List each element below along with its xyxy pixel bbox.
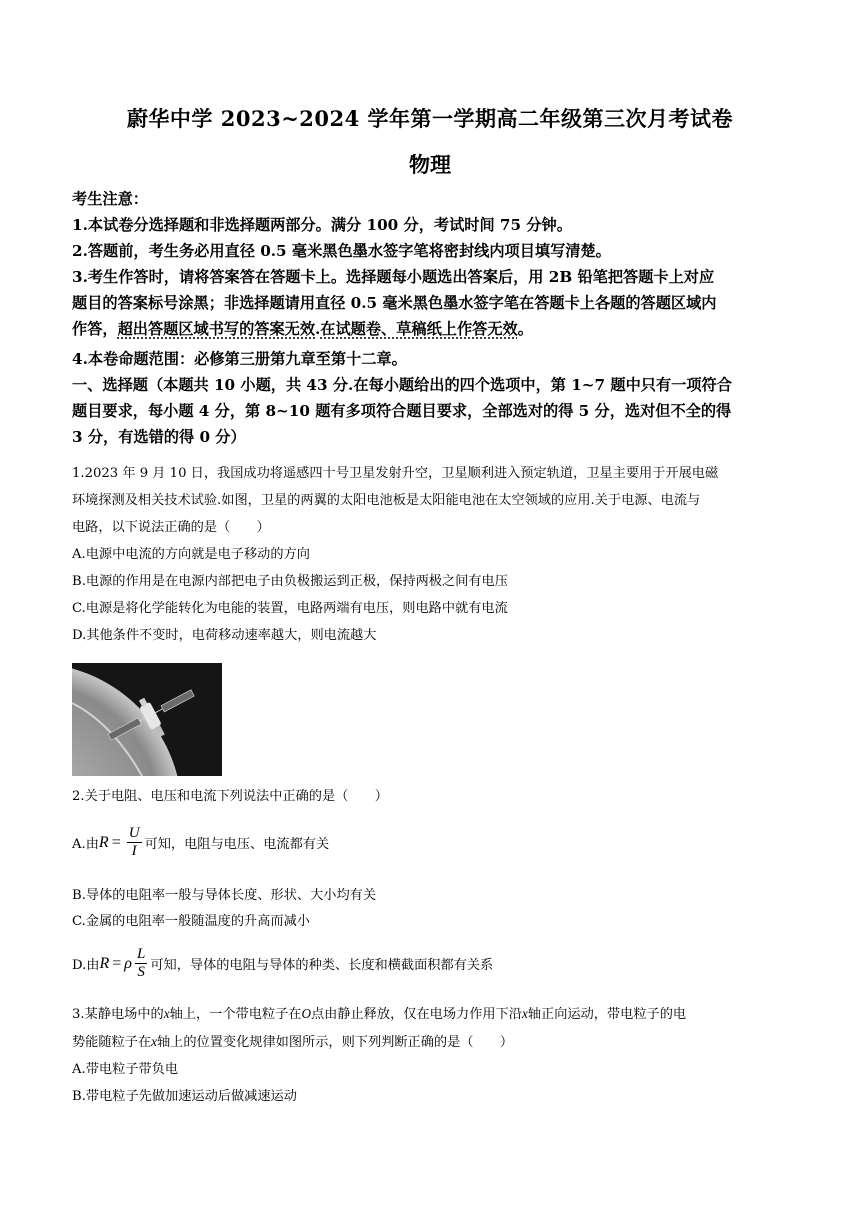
fraction-numerator: U xyxy=(128,825,140,841)
q3-var-o: O xyxy=(301,1006,311,1021)
option-text: 可知，电阻与电压、电流都有关 xyxy=(144,837,330,852)
fraction-numerator: L xyxy=(136,946,146,962)
q3-text: 轴正向运动，带电粒子的电 xyxy=(527,1007,687,1022)
question-1 xyxy=(72,460,790,649)
q2-option-b: B.导体的电阻率一般与导体长度、形状、大小均有关 xyxy=(72,888,377,903)
notice-text: . xyxy=(315,320,321,338)
fraction-denominator: I xyxy=(131,843,137,859)
exam-title: 蔚华中学 2023~2024 学年第一学期高二年级第三次月考试卷 xyxy=(126,106,734,131)
formula-equals: = xyxy=(112,954,122,972)
satellite-image xyxy=(72,663,222,776)
notice-item-2: 2.答题前，考生务必用直径 0.5 毫米黑色墨水签字笔将密封线内项目填写清楚。 xyxy=(72,242,611,260)
formula-lhs: R xyxy=(98,833,109,851)
q3-text: 轴上的位置变化规律如图所示，则下列判断正确的是（ ） xyxy=(156,1035,514,1050)
q3-var-x: x xyxy=(521,1006,528,1021)
notice-text: 作答， xyxy=(72,320,118,338)
notice-text: 。 xyxy=(517,320,533,338)
section-1-heading-line-3: 3 分，有选错的得 0 分） xyxy=(72,428,246,446)
notice-item-3-line-3 xyxy=(72,316,790,342)
q3-text: 点由静止释放，仅在电场力作用下沿 xyxy=(310,1007,522,1022)
fraction-u-over-i xyxy=(127,825,142,860)
emphasis-text: 在试题卷、草稿纸上作答无效 xyxy=(320,320,518,338)
notice-item-3-line-1: 3.考生作答时，请将答案答在答题卡上。选择题每小题选出答案后，用 2B 铅笔把答题卡上对应 xyxy=(72,268,715,286)
option-prefix: D.由 xyxy=(72,958,100,973)
q1-stem-line-1: 1.2023 年 9 月 10 日，我国成功将遥感四十号卫星发射升空，卫星顺利进入预定轨道，卫星主要用于开展电磁 xyxy=(72,466,719,481)
notice-item-3-line-2: 题目的答案标号涂黑；非选择题请用直径 0.5 毫米黑色墨水签字笔在答题卡上各题的答题区域内 xyxy=(72,294,717,312)
q3-option-a: A.带电粒子带负电 xyxy=(72,1062,179,1077)
q3-stem-line-1 xyxy=(72,1000,790,1028)
q1-option-c: C.电源是将化学能转化为电能的装置，电路两端有电压，则电路中就有电流 xyxy=(72,601,508,616)
emphasis-text: 超出答题区域书写的答案无效 xyxy=(117,320,315,338)
q3-option-b: B.带电粒子先做加速运动后做减速运动 xyxy=(72,1089,297,1104)
formula-rho: ρ xyxy=(124,954,132,972)
q3-var-x: x xyxy=(151,1034,157,1049)
notice-item-1: 1.本试卷分选择题和非选择题两部分。满分 100 分，考试时间 75 分钟。 xyxy=(72,216,572,234)
q2-option-c: C.金属的电阻率一般随温度的升高而减小 xyxy=(72,914,310,929)
fraction-l-over-s xyxy=(135,946,147,981)
q3-text: 轴上，一个带电粒子在 xyxy=(169,1007,302,1022)
formula-lhs: R xyxy=(99,954,110,972)
q2-option-a xyxy=(72,825,329,860)
q3-text: 势能随粒子在 xyxy=(72,1035,152,1050)
q3-stem-line-2 xyxy=(72,1028,790,1056)
section-1-heading-line-2: 题目要求，每小题 4 分，第 8~10 题有多项符合题目要求，全部选对的得 5 分，选对但不全的得 xyxy=(72,402,732,420)
question-3 xyxy=(72,1000,790,1110)
q3-text: 3.某静电场中的 xyxy=(72,1007,164,1022)
q1-stem-line-2: 环境探测及相关技术试验.如图，卫星的两翼的太阳电池板是太阳能电池在太空领域的应用.关于电源、电流与 xyxy=(72,493,701,508)
q1-option-a: A.电源中电流的方向就是电子移动的方向 xyxy=(72,547,310,562)
fraction-denominator: S xyxy=(137,964,145,980)
q2-option-d xyxy=(72,946,493,981)
formula-equals: = xyxy=(111,833,121,851)
q2-stem: 2.关于电阻、电压和电流下列说法中正确的是（ ） xyxy=(72,789,388,804)
q1-option-b: B.电源的作用是在电源内部把电子由负极搬运到正极，保持两极之间有电压 xyxy=(72,574,508,589)
notice-item-4: 4.本卷命题范围：必修第三册第九章至第十二章。 xyxy=(72,350,407,368)
option-prefix: A.由 xyxy=(72,837,99,852)
notice-heading: 考生注意： xyxy=(72,190,148,208)
exam-subject: 物理 xyxy=(409,152,451,177)
q1-stem-line-3: 电路，以下说法正确的是（ ） xyxy=(72,520,270,535)
q1-option-d: D.其他条件不变时，电荷移动速率越大，则电流越大 xyxy=(72,628,377,643)
q3-var-x: x xyxy=(163,1006,170,1021)
option-text: 可知，导体的电阻与导体的种类、长度和横截面积都有关系 xyxy=(150,958,494,973)
satellite-photo xyxy=(72,663,222,776)
section-1-heading-line-1: 一、选择题（本题共 10 小题，共 43 分.在每小题给出的四个选项中，第 1~7 题中只有一项符合 xyxy=(72,376,732,394)
notice-block xyxy=(72,186,790,450)
